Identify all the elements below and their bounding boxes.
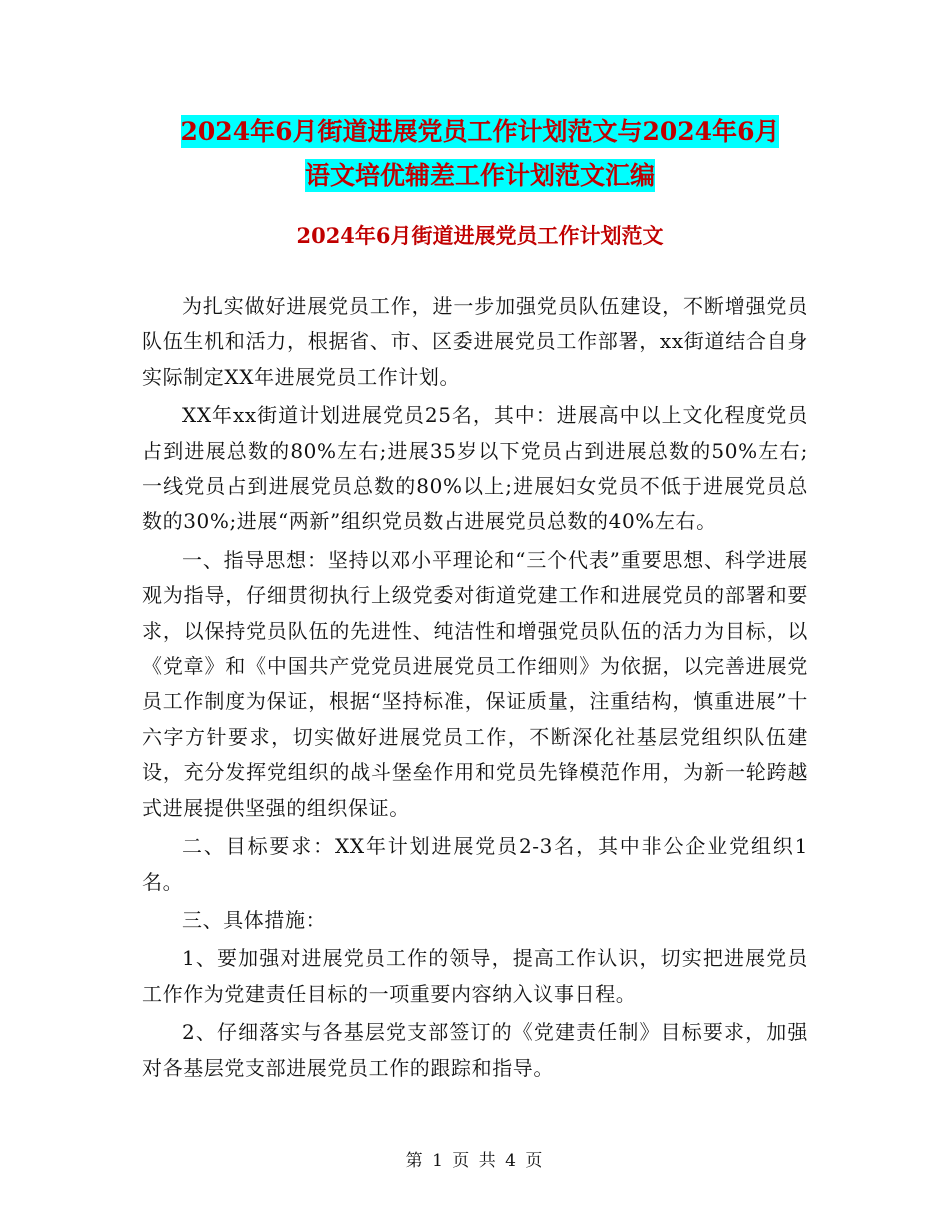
paragraph-measures-heading: 三、具体措施： xyxy=(182,907,327,932)
paragraph-guiding-thought: 一、指导思想：坚持以邓小平理论和“三个代表”重要思想、科学进展观为指导，仔细贯彻执行上级党委对街道党建工作和进展党员的部署和要求，以保持党员队伍的先进性、纯洁性和增强党员队伍的活力为目标，以《党章》和《中国共产党党员进展党员工作细则》为依据，以完善进展党员工作制度为保证，根据“坚持标准，保证质量，注重结构，慎重进展”十六字方针要求，切实做好进展党员工作，不断深化社基层党组织队伍建设，充分发挥党组织的战斗堡垒作用和党员先锋模范作用，为新一轮跨越式进展提供坚强的组织保证。 xyxy=(142,547,808,820)
paragraph-plan: XX年xx街道计划进展党员25名，其中：进展高中以上文化程度党员占到进展总数的80%左右;进展35岁以下党员占到进展总数的50%左右;一线党员占到进展党员总数的80%以上;进展妇女党员不低于进展党员总数的30%;进展“两新”组织党员数占进展党员总数的40%左右。 xyxy=(142,403,808,534)
paragraph-measure-1: 1、要加强对进展党员工作的领导，提高工作认识，切实把进展党员工作作为党建责任目标的一项重要内容纳入议事日程。 xyxy=(142,946,808,1006)
document-title-line-2: 语文培优辅差工作计划范文汇编 xyxy=(304,161,655,190)
section-title: 2024年6月街道进展党员工作计划范文 xyxy=(296,223,664,248)
document-body xyxy=(142,289,808,1089)
paragraph-target: 二、目标要求：XX年计划进展党员2-3名，其中非公企业党组织1名。 xyxy=(142,834,808,894)
document-title-line-1: 2024年6月街道进展党员工作计划范文与2024年6月 xyxy=(180,117,780,146)
page-footer: 第 1 页 共 4 页 xyxy=(405,1151,545,1171)
document-title xyxy=(140,110,820,198)
paragraph-measure-2: 2、仔细落实与各基层党支部签订的《党建责任制》目标要求，加强对各基层党支部进展党员工作的跟踪和指导。 xyxy=(142,1020,808,1080)
paragraph-intro: 为扎实做好进展党员工作，进一步加强党员队伍建设，不断增强党员队伍生机和活力，根据省、市、区委进展党员工作部署，xx街道结合自身实际制定XX年进展党员工作计划。 xyxy=(142,294,808,389)
